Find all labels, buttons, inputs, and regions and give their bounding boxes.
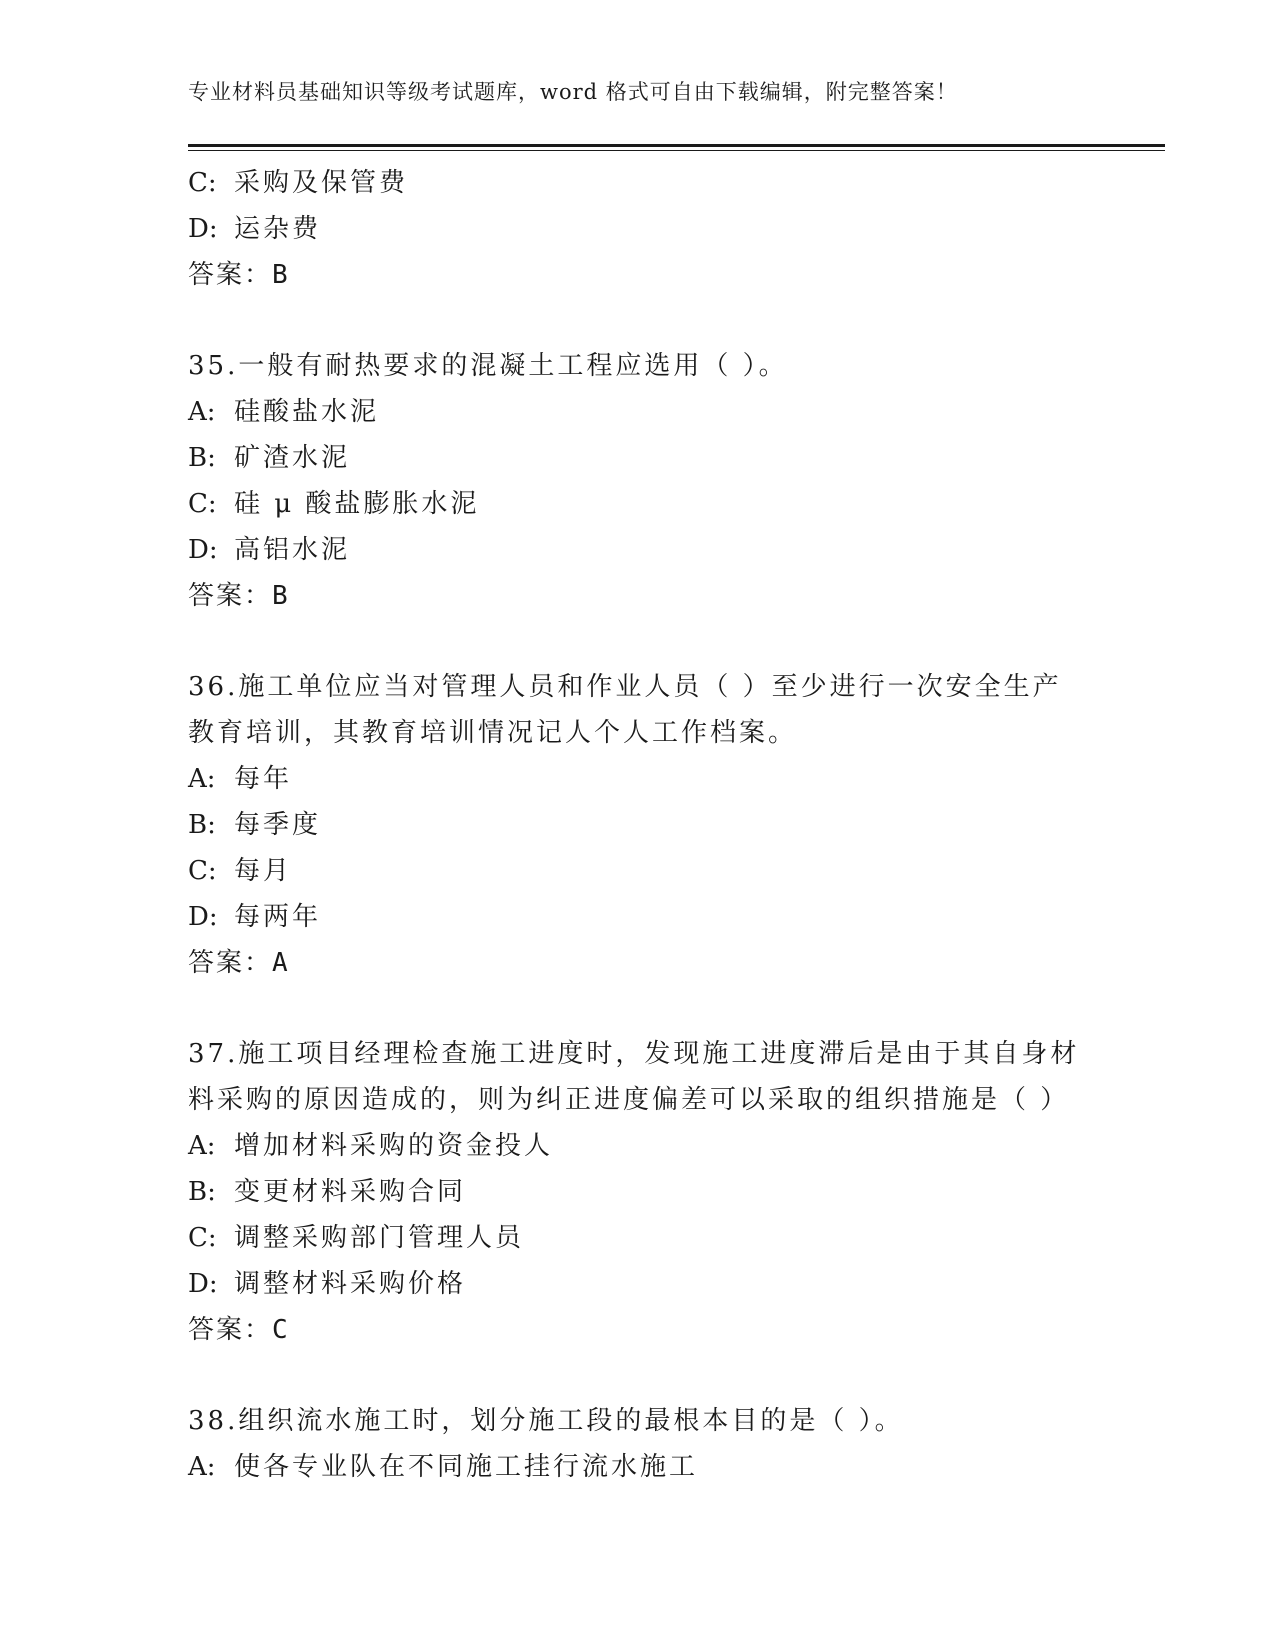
answer-line [188, 1307, 1118, 1353]
option-a [188, 1444, 1118, 1490]
option-a [188, 389, 1118, 435]
option-text: 每季度 [234, 810, 322, 840]
question-37 [188, 1031, 1118, 1353]
option-text: 硅 μ 酸盐膨胀水泥 [234, 489, 480, 519]
answer-label: 答案： [188, 948, 273, 978]
option-letter: B: [188, 443, 216, 473]
option-b [188, 802, 1118, 848]
option-d [188, 206, 1118, 252]
option-letter: C: [188, 856, 217, 886]
document-body [188, 160, 1118, 1490]
question-36 [188, 664, 1118, 986]
question-stem-continued: 料采购的原因造成的，则为纠正进度偏差可以采取的组织措施是（ ） [188, 1085, 1070, 1115]
answer-line [188, 573, 1118, 619]
option-text: 使各专业队在不同施工挂行流水施工 [234, 1452, 699, 1482]
option-letter: C: [188, 489, 217, 519]
question-stem: 38.组织流水施工时，划分施工段的最根本目的是（ ）。 [188, 1406, 904, 1436]
option-letter: D: [188, 1269, 218, 1299]
question-stem: 35.一般有耐热要求的混凝土工程应选用（ ）。 [188, 351, 788, 381]
question-fragment [188, 160, 1118, 298]
option-text: 矿渣水泥 [234, 443, 351, 473]
option-letter: D: [188, 535, 218, 565]
option-text: 采购及保管费 [234, 168, 409, 198]
option-text: 硅酸盐水泥 [234, 397, 380, 427]
header-rule-thin [188, 150, 1165, 151]
answer-line [188, 940, 1118, 986]
option-a [188, 756, 1118, 802]
option-d [188, 527, 1118, 573]
question-stem: 36.施工单位应当对管理人员和作业人员（ ）至少进行一次安全生产 [188, 672, 1062, 702]
option-a [188, 1123, 1118, 1169]
question-stem-continued: 教育培训，其教育培训情况记人个人工作档案。 [188, 718, 798, 748]
question-35 [188, 343, 1118, 619]
option-letter: C: [188, 168, 217, 198]
option-letter: A: [188, 764, 216, 794]
option-letter: D: [188, 214, 218, 244]
answer-label: 答案： [188, 260, 273, 290]
question-stem: 37.施工项目经理检查施工进度时，发现施工进度滞后是由于其自身材 [188, 1039, 1080, 1069]
option-text: 每年 [234, 764, 293, 794]
option-c [188, 1215, 1118, 1261]
option-b [188, 435, 1118, 481]
answer-value: B [272, 260, 290, 290]
option-d [188, 894, 1118, 940]
answer-line [188, 252, 1118, 298]
answer-label: 答案： [188, 1315, 273, 1345]
header-rule-thick [188, 144, 1165, 147]
answer-value: C [272, 1315, 290, 1345]
option-c [188, 160, 1118, 206]
option-c [188, 848, 1118, 894]
option-letter: A: [188, 1131, 216, 1161]
option-letter: B: [188, 810, 216, 840]
option-letter: A: [188, 1452, 216, 1482]
question-38 [188, 1398, 1118, 1490]
option-text: 每两年 [234, 902, 322, 932]
answer-value: B [272, 581, 290, 611]
option-b [188, 1169, 1118, 1215]
option-text: 运杂费 [234, 214, 322, 244]
option-text: 调整材料采购价格 [234, 1269, 467, 1299]
page-header: 专业材料员基础知识等级考试题库，word 格式可自由下载编辑，附完整答案！ [188, 80, 958, 104]
option-letter: D: [188, 902, 218, 932]
option-text: 增加材料采购的资金投人 [234, 1131, 554, 1161]
option-text: 每月 [234, 856, 293, 886]
answer-value: A [272, 948, 290, 978]
answer-label: 答案： [188, 581, 273, 611]
option-text: 调整采购部门管理人员 [234, 1223, 525, 1253]
option-letter: A: [188, 397, 216, 427]
option-text: 变更材料采购合同 [234, 1177, 467, 1207]
option-c [188, 481, 1118, 527]
option-letter: C: [188, 1223, 217, 1253]
option-letter: B: [188, 1177, 216, 1207]
option-text: 高铝水泥 [234, 535, 351, 565]
option-d [188, 1261, 1118, 1307]
